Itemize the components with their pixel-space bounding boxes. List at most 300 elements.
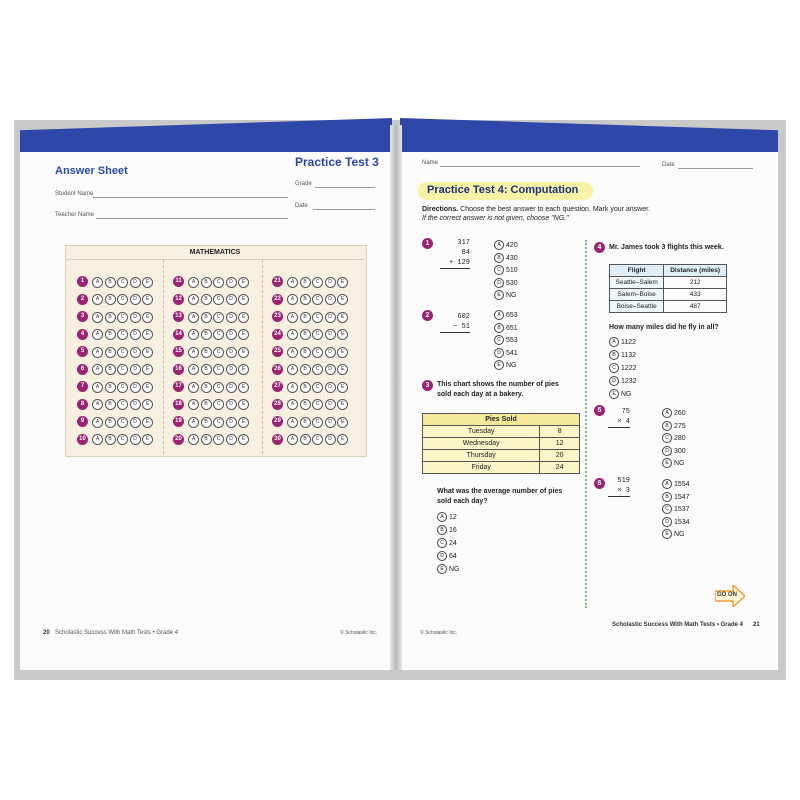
answer-bubble-30-b[interactable]: B — [300, 434, 311, 445]
student-name-line[interactable] — [93, 197, 288, 198]
q2-option-a[interactable] — [494, 310, 518, 323]
option-bubble[interactable]: A — [494, 310, 504, 320]
answer-bubble-6-a[interactable]: A — [92, 364, 103, 375]
answer-number-7: 7 — [77, 381, 88, 392]
q4-option-e[interactable] — [609, 389, 637, 402]
answer-bubble-11-b[interactable]: B — [201, 277, 212, 288]
answer-bubble-30-d[interactable]: D — [325, 434, 336, 445]
answer-bubble-6-d[interactable]: D — [130, 364, 141, 375]
answer-bubble-17-e[interactable]: E — [238, 382, 249, 393]
answer-bubble-6-b[interactable]: B — [105, 364, 116, 375]
flight-route: Seattle–Salem — [610, 277, 664, 289]
answer-number-13: 13 — [173, 311, 184, 322]
answer-bubble-8-d[interactable]: D — [130, 399, 141, 410]
grid-divider-2 — [262, 260, 264, 454]
q2-option-c[interactable] — [494, 335, 518, 348]
option-bubble[interactable]: B — [494, 253, 504, 263]
right-date-line[interactable] — [678, 168, 753, 169]
q1-number: 1 — [422, 238, 433, 249]
answer-bubble-1-b[interactable]: B — [105, 277, 116, 288]
answer-bubble-17-a[interactable]: A — [188, 382, 199, 393]
answer-bubble-2-c[interactable]: C — [117, 294, 128, 305]
answer-number-24: 24 — [272, 329, 283, 340]
teacher-name-line[interactable] — [96, 218, 288, 219]
answer-number-8: 8 — [77, 399, 88, 410]
answer-bubble-20-b[interactable]: B — [201, 434, 212, 445]
answer-bubble-7-a[interactable]: A — [92, 382, 103, 393]
option-bubble[interactable]: C — [437, 538, 447, 548]
answer-number-26: 26 — [272, 364, 283, 375]
option-bubble[interactable]: B — [662, 421, 672, 431]
answer-number-29: 29 — [272, 416, 283, 427]
q6-option-c[interactable] — [662, 504, 690, 517]
option-bubble[interactable]: E — [662, 458, 672, 468]
q5-option-b[interactable] — [662, 421, 686, 434]
answer-bubble-21-d[interactable]: D — [325, 277, 336, 288]
answer-bubble-24-c[interactable]: C — [312, 329, 323, 340]
answer-bubble-16-b[interactable]: B — [201, 364, 212, 375]
answer-bubble-20-a[interactable]: A — [188, 434, 199, 445]
answer-bubble-15-c[interactable]: C — [213, 347, 224, 358]
answer-bubble-25-b[interactable]: B — [300, 347, 311, 358]
answer-bubble-4-a[interactable]: A — [92, 329, 103, 340]
answer-bubble-14-e[interactable]: E — [238, 329, 249, 340]
q5-option-d[interactable] — [662, 446, 686, 459]
answer-grid-title: MATHEMATICS — [66, 246, 364, 260]
q6-option-e[interactable] — [662, 529, 690, 542]
name-line[interactable] — [440, 166, 640, 167]
answer-number-27: 27 — [272, 381, 283, 392]
grade-line[interactable] — [315, 187, 375, 188]
answer-bubble-15-d[interactable]: D — [226, 347, 237, 358]
q1-option-a[interactable] — [494, 240, 518, 253]
option-bubble[interactable]: D — [494, 348, 504, 358]
go-on-label: GO ON — [717, 592, 738, 598]
answer-bubble-4-c[interactable]: C — [117, 329, 128, 340]
directions-text-2: If the correct answer is not given, choose "NG." — [422, 215, 569, 222]
option-bubble[interactable]: A — [662, 479, 672, 489]
answer-bubble-19-a[interactable]: A — [188, 417, 199, 428]
answer-number-20: 20 — [173, 434, 184, 445]
teacher-name-label: Teacher Name — [55, 212, 95, 218]
q5-option-c[interactable] — [662, 433, 686, 446]
answer-bubble-21-a[interactable]: A — [287, 277, 298, 288]
q4-option-d[interactable] — [609, 376, 637, 389]
option-bubble[interactable]: D — [437, 551, 447, 561]
option-bubble[interactable]: C — [609, 363, 619, 373]
answer-number-19: 19 — [173, 416, 184, 427]
q3-options — [437, 512, 460, 577]
answer-bubble-8-e[interactable]: E — [142, 399, 153, 410]
answer-bubble-18-a[interactable]: A — [188, 399, 199, 410]
left-page-number: 20 — [43, 630, 50, 636]
answer-number-2: 2 — [77, 294, 88, 305]
answer-bubble-4-e[interactable]: E — [142, 329, 153, 340]
answer-number-18: 18 — [173, 399, 184, 410]
option-value: NG — [674, 530, 685, 538]
answer-bubble-25-e[interactable]: E — [337, 347, 348, 358]
answer-bubble-25-c[interactable]: C — [312, 347, 323, 358]
answer-bubble-12-b[interactable]: B — [201, 294, 212, 305]
answer-bubble-11-d[interactable]: D — [226, 277, 237, 288]
option-bubble[interactable]: B — [494, 323, 504, 333]
option-bubble[interactable]: A — [609, 337, 619, 347]
date-line[interactable] — [313, 209, 375, 210]
answer-bubble-6-c[interactable]: C — [117, 364, 128, 375]
option-value: 420 — [506, 241, 518, 249]
q1-option-d[interactable] — [494, 278, 518, 291]
answer-number-23: 23 — [272, 311, 283, 322]
flight-route: Salem–Boise — [610, 289, 664, 301]
answer-bubble-22-b[interactable]: B — [300, 294, 311, 305]
option-value: 300 — [674, 447, 686, 455]
q4-option-c[interactable] — [609, 363, 637, 376]
answer-bubble-14-c[interactable]: C — [213, 329, 224, 340]
answer-bubble-24-a[interactable]: A — [287, 329, 298, 340]
answer-bubble-9-d[interactable]: D — [130, 417, 141, 428]
practice-test-4-title: Practice Test 4: Computation — [427, 184, 579, 196]
option-bubble[interactable]: A — [662, 408, 672, 418]
option-bubble[interactable]: E — [494, 360, 504, 370]
q4-question: How many miles did he fly in all? — [609, 324, 719, 331]
q5-options — [662, 408, 686, 471]
answer-bubble-2-a[interactable]: A — [92, 294, 103, 305]
answer-bubble-15-e[interactable]: E — [238, 347, 249, 358]
option-bubble[interactable]: E — [494, 290, 504, 300]
answer-bubble-1-e[interactable]: E — [142, 277, 153, 288]
answer-bubble-3-d[interactable]: D — [130, 312, 141, 323]
option-bubble[interactable]: D — [662, 517, 672, 527]
answer-bubble-10-a[interactable]: A — [92, 434, 103, 445]
answer-bubble-12-e[interactable]: E — [238, 294, 249, 305]
grade-label: Grade — [295, 181, 312, 187]
answer-bubble-27-c[interactable]: C — [312, 382, 323, 393]
answer-bubble-3-c[interactable]: C — [117, 312, 128, 323]
q3-question — [437, 487, 562, 507]
answer-bubble-1-a[interactable]: A — [92, 277, 103, 288]
q2-options — [494, 310, 518, 373]
option-value: 12 — [449, 513, 457, 521]
answer-bubble-10-b[interactable]: B — [105, 434, 116, 445]
answer-bubble-18-d[interactable]: D — [226, 399, 237, 410]
answer-bubble-7-c[interactable]: C — [117, 382, 128, 393]
option-value: NG — [506, 361, 517, 369]
option-value: 16 — [449, 526, 457, 534]
answer-bubble-5-a[interactable]: A — [92, 347, 103, 358]
answer-bubble-28-b[interactable]: B — [300, 399, 311, 410]
answer-bubble-14-a[interactable]: A — [188, 329, 199, 340]
q5-line1: 75 — [621, 408, 630, 416]
answer-bubble-8-a[interactable]: A — [92, 399, 103, 410]
flight-distance: 487 — [664, 301, 727, 313]
answer-bubble-27-d[interactable]: D — [325, 382, 336, 393]
option-value: NG — [449, 565, 460, 573]
answer-bubble-21-c[interactable]: C — [312, 277, 323, 288]
answer-bubble-19-b[interactable]: B — [201, 417, 212, 428]
answer-bubble-12-d[interactable]: D — [226, 294, 237, 305]
answer-bubble-30-e[interactable]: E — [337, 434, 348, 445]
option-value: 1547 — [674, 493, 690, 501]
answer-bubble-2-e[interactable]: E — [142, 294, 153, 305]
option-value: 275 — [674, 422, 686, 430]
option-bubble[interactable]: D — [494, 278, 504, 288]
q3-option-b[interactable] — [437, 525, 460, 538]
answer-bubble-16-c[interactable]: C — [213, 364, 224, 375]
answer-bubble-14-b[interactable]: B — [201, 329, 212, 340]
answer-bubble-4-d[interactable]: D — [130, 329, 141, 340]
q1-option-c[interactable] — [494, 265, 518, 278]
answer-bubble-16-e[interactable]: E — [238, 364, 249, 375]
q3-text-line2: sold each day at a bakery. — [437, 391, 524, 398]
answer-bubble-20-c[interactable]: C — [213, 434, 224, 445]
q5-option-a[interactable] — [662, 408, 686, 421]
answer-bubble-15-a[interactable]: A — [188, 347, 199, 358]
answer-number-3: 3 — [77, 311, 88, 322]
q3-option-a[interactable] — [437, 512, 460, 525]
option-bubble[interactable]: A — [494, 240, 504, 250]
answer-bubble-15-b[interactable]: B — [201, 347, 212, 358]
q3-option-c[interactable] — [437, 538, 460, 551]
answer-bubble-28-c[interactable]: C — [312, 399, 323, 410]
answer-bubble-17-b[interactable]: B — [201, 382, 212, 393]
answer-bubble-17-c[interactable]: C — [213, 382, 224, 393]
option-bubble[interactable]: C — [662, 504, 672, 514]
option-value: 553 — [506, 336, 518, 344]
option-value: 1122 — [621, 338, 637, 346]
q6-option-b[interactable] — [662, 492, 690, 505]
q4-option-b[interactable] — [609, 350, 637, 363]
option-bubble[interactable]: B — [437, 525, 447, 535]
q5-option-e[interactable] — [662, 458, 686, 471]
answer-bubble-5-c[interactable]: C — [117, 347, 128, 358]
q4-option-a[interactable] — [609, 337, 637, 350]
pies-row — [423, 426, 580, 438]
answer-number-30: 30 — [272, 434, 283, 445]
answer-bubble-12-c[interactable]: C — [213, 294, 224, 305]
answer-bubble-14-d[interactable]: D — [226, 329, 237, 340]
option-bubble[interactable]: B — [609, 350, 619, 360]
flight-distance: 433 — [664, 289, 727, 301]
pies-day: Thursday — [423, 450, 540, 462]
answer-bubble-11-c[interactable]: C — [213, 277, 224, 288]
answer-bubble-18-c[interactable]: C — [213, 399, 224, 410]
option-bubble[interactable]: D — [662, 446, 672, 456]
q6-problem — [608, 476, 630, 497]
option-value: 651 — [506, 324, 518, 332]
answer-bubble-8-b[interactable]: B — [105, 399, 116, 410]
answer-bubble-25-a[interactable]: A — [287, 347, 298, 358]
answer-number-28: 28 — [272, 399, 283, 410]
option-bubble[interactable]: C — [494, 265, 504, 275]
answer-bubble-23-c[interactable]: C — [312, 312, 323, 323]
answer-bubble-21-e[interactable]: E — [337, 277, 348, 288]
q3-text-line1: This chart shows the number of pies — [437, 381, 559, 388]
answer-bubble-21-b[interactable]: B — [300, 277, 311, 288]
grid-divider-1 — [163, 260, 165, 454]
answer-bubble-27-e[interactable]: E — [337, 382, 348, 393]
answer-bubble-9-a[interactable]: A — [92, 417, 103, 428]
answer-bubble-24-d[interactable]: D — [325, 329, 336, 340]
answer-number-22: 22 — [272, 294, 283, 305]
answer-bubble-22-c[interactable]: C — [312, 294, 323, 305]
q2-problem — [440, 312, 470, 333]
answer-bubble-9-b[interactable]: B — [105, 417, 116, 428]
option-value: NG — [621, 390, 632, 398]
q1-line2: 84 — [461, 249, 470, 257]
q2-option-e[interactable] — [494, 360, 518, 373]
answer-bubble-9-c[interactable]: C — [117, 417, 128, 428]
answer-bubble-24-e[interactable]: E — [337, 329, 348, 340]
answer-bubble-5-e[interactable]: E — [142, 347, 153, 358]
option-bubble[interactable]: C — [494, 335, 504, 345]
answer-number-5: 5 — [77, 346, 88, 357]
answer-bubble-13-c[interactable]: C — [213, 312, 224, 323]
answer-bubble-10-d[interactable]: D — [130, 434, 141, 445]
option-bubble[interactable]: C — [662, 433, 672, 443]
q2-line2: − 51 — [440, 322, 470, 333]
answer-bubble-25-d[interactable]: D — [325, 347, 336, 358]
answer-bubble-23-a[interactable]: A — [287, 312, 298, 323]
answer-bubble-19-e[interactable]: E — [238, 417, 249, 428]
answer-bubble-5-b[interactable]: B — [105, 347, 116, 358]
q3-option-e[interactable] — [437, 564, 460, 577]
option-bubble[interactable]: A — [437, 512, 447, 522]
answer-bubble-26-a[interactable]: A — [287, 364, 298, 375]
answer-bubble-26-e[interactable]: E — [337, 364, 348, 375]
answer-bubble-1-d[interactable]: D — [130, 277, 141, 288]
option-bubble[interactable]: E — [437, 564, 447, 574]
answer-number-1: 1 — [77, 276, 88, 287]
answer-bubble-13-e[interactable]: E — [238, 312, 249, 323]
answer-bubble-29-e[interactable]: E — [337, 417, 348, 428]
answer-bubble-6-e[interactable]: E — [142, 364, 153, 375]
answer-bubble-11-e[interactable]: E — [238, 277, 249, 288]
answer-bubble-30-a[interactable]: A — [287, 434, 298, 445]
q2-line1: 602 — [457, 313, 470, 321]
answer-bubble-28-d[interactable]: D — [325, 399, 336, 410]
answer-bubble-7-d[interactable]: D — [130, 382, 141, 393]
answer-bubble-7-e[interactable]: E — [142, 382, 153, 393]
q1-line3: + 129 — [440, 258, 470, 269]
option-value: 1554 — [674, 480, 690, 488]
answer-bubble-3-e[interactable]: E — [142, 312, 153, 323]
answer-bubble-9-e[interactable]: E — [142, 417, 153, 428]
pies-count: 20 — [540, 450, 580, 462]
q5-problem — [608, 407, 630, 428]
option-bubble[interactable]: E — [609, 389, 619, 399]
answer-bubble-22-e[interactable]: E — [337, 294, 348, 305]
answer-bubble-29-d[interactable]: D — [325, 417, 336, 428]
answer-bubble-13-a[interactable]: A — [188, 312, 199, 323]
answer-bubble-16-d[interactable]: D — [226, 364, 237, 375]
answer-bubble-20-e[interactable]: E — [238, 434, 249, 445]
answer-bubble-26-b[interactable]: B — [300, 364, 311, 375]
q6-number: 6 — [594, 478, 605, 489]
option-value: 1132 — [621, 351, 637, 359]
q3-number: 3 — [422, 380, 433, 391]
book-gutter — [390, 125, 402, 670]
answer-bubble-27-a[interactable]: A — [287, 382, 298, 393]
pies-row — [423, 450, 580, 462]
answer-bubble-19-c[interactable]: C — [213, 417, 224, 428]
answer-bubble-18-b[interactable]: B — [201, 399, 212, 410]
answer-bubble-17-d[interactable]: D — [226, 382, 237, 393]
answer-bubble-28-e[interactable]: E — [337, 399, 348, 410]
answer-bubble-23-e[interactable]: E — [337, 312, 348, 323]
answer-bubble-24-b[interactable]: B — [300, 329, 311, 340]
answer-bubble-10-e[interactable]: E — [142, 434, 153, 445]
answer-bubble-22-d[interactable]: D — [325, 294, 336, 305]
pies-table-title: Pies Sold — [423, 414, 580, 426]
answer-bubble-1-c[interactable]: C — [117, 277, 128, 288]
answer-bubble-20-d[interactable]: D — [226, 434, 237, 445]
answer-bubble-13-d[interactable]: D — [226, 312, 237, 323]
answer-bubble-26-c[interactable]: C — [312, 364, 323, 375]
right-date-label: Date — [662, 162, 675, 168]
option-bubble[interactable]: E — [662, 529, 672, 539]
q1-option-e[interactable] — [494, 290, 518, 303]
answer-bubble-29-c[interactable]: C — [312, 417, 323, 428]
answer-bubble-28-a[interactable]: A — [287, 399, 298, 410]
q2-option-b[interactable] — [494, 323, 518, 336]
answer-bubble-18-e[interactable]: E — [238, 399, 249, 410]
answer-bubble-3-a[interactable]: A — [92, 312, 103, 323]
answer-bubble-19-d[interactable]: D — [226, 417, 237, 428]
pies-day: Wednesday — [423, 438, 540, 450]
answer-bubble-2-d[interactable]: D — [130, 294, 141, 305]
option-bubble[interactable]: D — [609, 376, 619, 386]
q6-option-d[interactable] — [662, 517, 690, 530]
answer-bubble-2-b[interactable]: B — [105, 294, 116, 305]
date-label: Date — [295, 203, 308, 209]
answer-bubble-23-b[interactable]: B — [300, 312, 311, 323]
flight-row — [610, 277, 727, 289]
answer-bubble-29-b[interactable]: B — [300, 417, 311, 428]
option-bubble[interactable]: B — [662, 492, 672, 502]
pies-count: 24 — [540, 462, 580, 474]
answer-bubble-13-b[interactable]: B — [201, 312, 212, 323]
option-value: 653 — [506, 311, 518, 319]
q2-option-d[interactable] — [494, 348, 518, 361]
q6-option-a[interactable] — [662, 479, 690, 492]
answer-bubble-3-b[interactable]: B — [105, 312, 116, 323]
answer-bubble-8-c[interactable]: C — [117, 399, 128, 410]
answer-bubble-16-a[interactable]: A — [188, 364, 199, 375]
answer-bubble-23-d[interactable]: D — [325, 312, 336, 323]
answer-bubble-7-b[interactable]: B — [105, 382, 116, 393]
answer-bubble-29-a[interactable]: A — [287, 417, 298, 428]
flight-distance: 212 — [664, 277, 727, 289]
answer-bubble-27-b[interactable]: B — [300, 382, 311, 393]
answer-bubble-4-b[interactable]: B — [105, 329, 116, 340]
q1-options — [494, 240, 518, 303]
answer-number-10: 10 — [77, 434, 88, 445]
answer-bubble-12-a[interactable]: A — [188, 294, 199, 305]
q3-option-d[interactable] — [437, 551, 460, 564]
answer-bubble-5-d[interactable]: D — [130, 347, 141, 358]
answer-bubble-11-a[interactable]: A — [188, 277, 199, 288]
answer-bubble-22-a[interactable]: A — [287, 294, 298, 305]
q1-line1: 317 — [457, 239, 470, 247]
q3-question-line1: What was the average number of pies — [437, 488, 563, 495]
flight-row — [610, 301, 727, 313]
answer-bubble-26-d[interactable]: D — [325, 364, 336, 375]
q1-option-b[interactable] — [494, 253, 518, 266]
answer-bubble-10-c[interactable]: C — [117, 434, 128, 445]
practice-test-3-title: Practice Test 3 — [295, 155, 379, 169]
right-footer-title: Scholastic Success With Math Tests • Grade 4 — [612, 622, 743, 628]
answer-bubble-30-c[interactable]: C — [312, 434, 323, 445]
